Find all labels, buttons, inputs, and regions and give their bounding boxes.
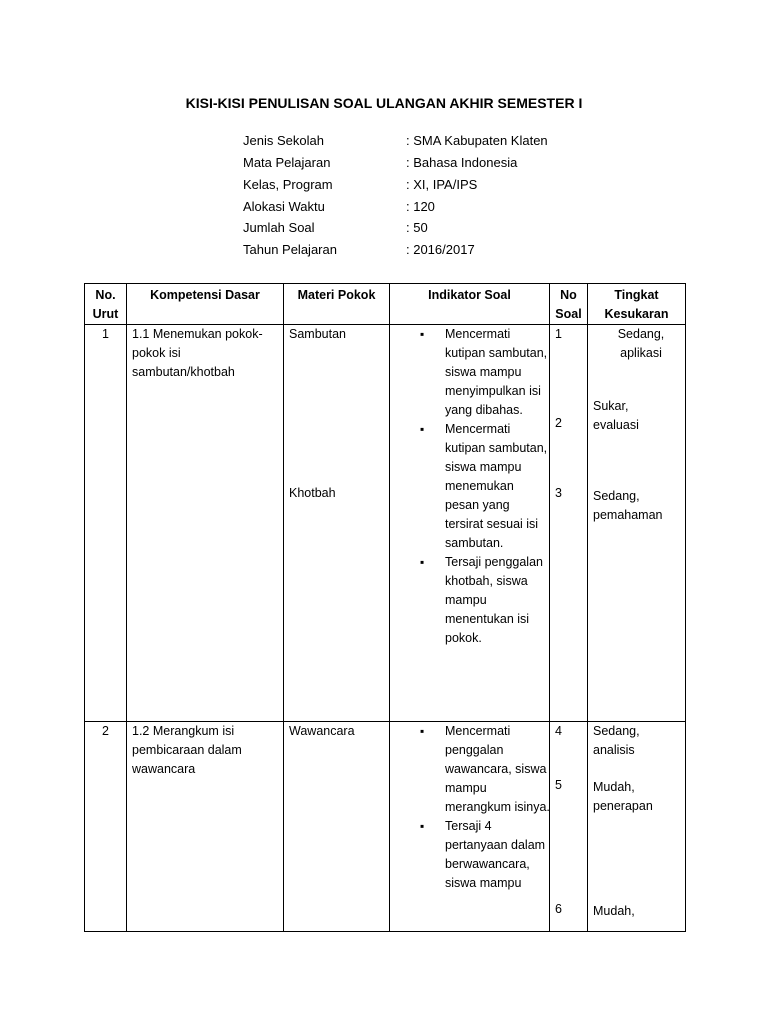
no-soal-item: 3 — [555, 486, 562, 500]
meta-value: : Bahasa Indonesia — [406, 155, 518, 170]
materi-item: Sambutan — [289, 327, 346, 341]
cell-tingkat-kesukaran — [588, 325, 686, 722]
tingkat-item: Mudah, penerapan — [593, 780, 653, 813]
materi-item: Khotbah — [289, 486, 336, 500]
table-header-row — [85, 284, 686, 325]
no-soal-item: 4 — [555, 724, 562, 738]
meta-row-school — [243, 133, 548, 148]
cell-materi-pokok — [284, 325, 390, 722]
indikator-item: ▪ Tersaji penggalan khotbah, siswa mampu menentukan isi pokok. — [420, 553, 550, 648]
header-kompetensi-dasar: Kompetensi Dasar — [127, 284, 284, 325]
header-tingkat-kesukaran: Tingkat Kesukaran — [588, 284, 686, 325]
meta-label: Tahun Pelajaran — [243, 242, 337, 257]
cell-no-soal — [550, 722, 588, 932]
meta-row-count — [243, 220, 428, 235]
grid-table — [84, 283, 686, 932]
meta-row-class — [243, 177, 477, 192]
no-soal-item: 5 — [555, 778, 562, 792]
cell-materi-pokok: Wawancara — [284, 722, 390, 932]
cell-no-soal — [550, 325, 588, 722]
tingkat-item: Sukar, evaluasi — [593, 399, 639, 432]
no-soal-item: 1 — [555, 327, 562, 341]
cell-kompetensi-dasar: 1.2 Merangkum isi pembicaraan dalam wawancara — [127, 722, 284, 932]
indikator-list — [420, 722, 550, 893]
tingkat-item: Sedang, pemahaman — [593, 489, 663, 522]
header-no-urut: No. Urut — [85, 284, 127, 325]
indikator-item: ▪ Mencermati penggalan wawancara, siswa mampu merangkum isinya. — [420, 722, 550, 817]
indikator-item: ▪ Mencermati kutipan sambutan, siswa mampu menemukan pesan yang tersirat sesuai isi sambutan. — [420, 420, 550, 553]
meta-label: Kelas, Program — [243, 177, 333, 192]
cell-kompetensi-dasar: 1.1 Menemukan pokok-pokok isi sambutan/khotbah — [127, 325, 284, 722]
meta-label: Jumlah Soal — [243, 220, 315, 235]
cell-indikator-soal — [390, 722, 550, 932]
cell-tingkat-kesukaran — [588, 722, 686, 932]
no-soal-item: 2 — [555, 416, 562, 430]
document-title: KISI-KISI PENULISAN SOAL ULANGAN AKHIR SEMESTER I — [185, 95, 583, 111]
meta-value: : 120 — [406, 199, 435, 214]
meta-label: Jenis Sekolah — [243, 133, 324, 148]
meta-label: Alokasi Waktu — [243, 199, 325, 214]
tingkat-item: Sedang, analisis — [593, 724, 640, 757]
header-no-soal: No Soal — [550, 284, 588, 325]
meta-value: : 50 — [406, 220, 428, 235]
meta-row-year — [243, 242, 475, 257]
cell-no-urut: 1 — [85, 325, 127, 722]
indikator-item: ▪ Tersaji 4 pertanyaan dalam berwawancara, siswa mampu — [420, 817, 550, 893]
table-row — [85, 722, 686, 932]
indikator-list — [420, 325, 548, 648]
meta-row-time — [243, 199, 435, 214]
meta-value: : XI, IPA/IPS — [406, 177, 478, 192]
header-materi-pokok: Materi Pokok — [284, 284, 390, 325]
meta-row-subject — [243, 155, 517, 170]
meta-value: : SMA Kabupaten Klaten — [406, 133, 548, 148]
cell-indikator-soal — [390, 325, 550, 722]
header-indikator-soal: Indikator Soal — [390, 284, 550, 325]
tingkat-item: Mudah, — [593, 904, 635, 918]
indikator-item: ▪ Mencermati kutipan sambutan, siswa mampu menyimpulkan isi yang dibahas. — [420, 325, 550, 420]
meta-label: Mata Pelajaran — [243, 155, 331, 170]
no-soal-item: 6 — [555, 902, 562, 916]
meta-value: : 2016/2017 — [406, 242, 475, 257]
tingkat-item: Sedang, aplikasi — [617, 327, 665, 360]
cell-no-urut: 2 — [85, 722, 127, 932]
table-row — [85, 325, 686, 722]
